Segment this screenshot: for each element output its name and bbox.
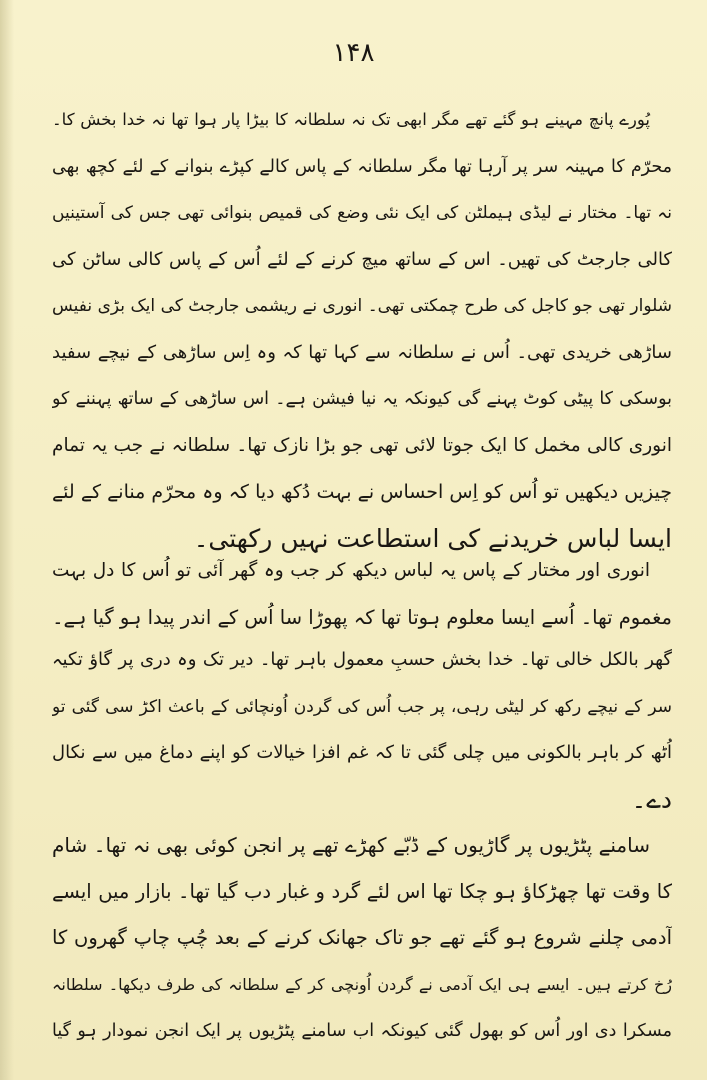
text-line: مغموم تھا۔ اُسے ایسا معلوم ہوتا تھا کہ پھوڑا سا اُس کے اندر پیدا ہو گیا ہے۔ (52, 605, 672, 629)
text-line: سر کے نیچے رکھ کر لیٹی رہی، پر جب اُس کی گردن اُونچائی کے باعث اکڑ سی گئی تو (52, 696, 672, 717)
text-line: انوری کالی مخمل کا ایک جوتا لائی تھی جو بڑا نازک تھا۔ سلطانہ نے جب یہ تمام (52, 434, 672, 456)
text-line: کا وقت تھا چھڑکاؤ ہو چکا تھا اس لئے گرد و غبار دب گیا تھا۔ بازار میں ایسے (52, 879, 672, 903)
text-line: ساڑھی خریدی تھی۔ اُس نے سلطانہ سے کہا تھا کہ وہ اِس ساڑھی کے نیچے سفید (52, 341, 672, 363)
text-line: گھر بالکل خالی تھا۔ خدا بخش حسبِ معمول باہر تھا۔ دیر تک وہ دری پر گاؤ تکیہ (52, 649, 672, 670)
text-line: نہ تھا۔ مختار نے لیڈی ہیملٹن کی ایک نئی وضع کی قمیص بنوائی تھی جس کی آستینیں (52, 203, 672, 223)
text-line: چیزیں دیکھیں تو اُس کو اِس احساس نے بہت دُکھ دیا کہ وہ محرّم منانے کے لئے (52, 481, 672, 503)
text-line: دے۔ (631, 784, 672, 814)
paragraph-4 (52, 822, 672, 1055)
text-line: آدمی چلنے شروع ہو گئے تھے جو تاک جھانک کرنے کے بعد چُپ چاپ گھروں کا (52, 926, 672, 949)
text-line: محرّم کا مہینہ سر پر آرہا تھا مگر سلطانہ کے پاس کالے کپڑے بنوانے کے لئے کچھ بھی (52, 156, 672, 177)
text-line: سامنے پٹڑیوں پر گاڑیوں کے ڈبّے کھڑے تھے پر انجن کوئی بھی نہ تھا۔ شام (52, 833, 650, 857)
page-binding-shadow (0, 0, 14, 1080)
text-line: انوری اور مختار کے پاس یہ لباس دیکھ کر جب وہ گھر آئی تو اُس کا دل بہت (52, 560, 650, 581)
text-line: ایسا لباس خریدنے کی استطاعت نہیں رکھتی۔ (193, 523, 672, 553)
paragraph-1 (52, 97, 672, 562)
paragraph-3 (52, 637, 672, 823)
text-line: کالی جارجٹ کی تھیں۔ اس کے ساتھ میچ کرنے کے لئے اُس کے پاس کالی ساٹن کی (52, 248, 672, 270)
page-number: ۱۴۸ (332, 38, 375, 68)
text-line: شلوار تھی جو کاجل کی طرح چمکتی تھی۔ انوری نے ریشمی جارجٹ کی ایک بڑی نفیس (52, 296, 672, 316)
text-line: بوسکی کا پیٹی کوٹ پہنے گی کیونکہ یہ نیا فیشن ہے۔ اس ساڑھی کے ساتھ پہننے کو (52, 389, 672, 409)
text-line: پُورے پانچ مہینے ہو گئے تھے مگر ابھی تک نہ سلطانہ کا بیڑا پار ہوا تھا نہ خدا بخش کا۔ (52, 110, 650, 129)
text-line: رُخ کرتے ہیں۔ ایسے ہی ایک آدمی نے گردن اُونچی کر کے سلطانہ کی طرف دیکھا۔ سلطانہ (52, 974, 672, 994)
paragraph-2 (52, 548, 672, 641)
text-line: اُٹھ کر باہر بالکونی میں چلی گئی تا کہ غم افزا خیالات کو اپنے دماغ میں سے نکال (52, 742, 672, 763)
text-line: مسکرا دی اور اُس کو بھول گئی کیونکہ اب سامنے پٹڑیوں پر ایک انجن نمودار ہو گیا (52, 1021, 672, 1041)
